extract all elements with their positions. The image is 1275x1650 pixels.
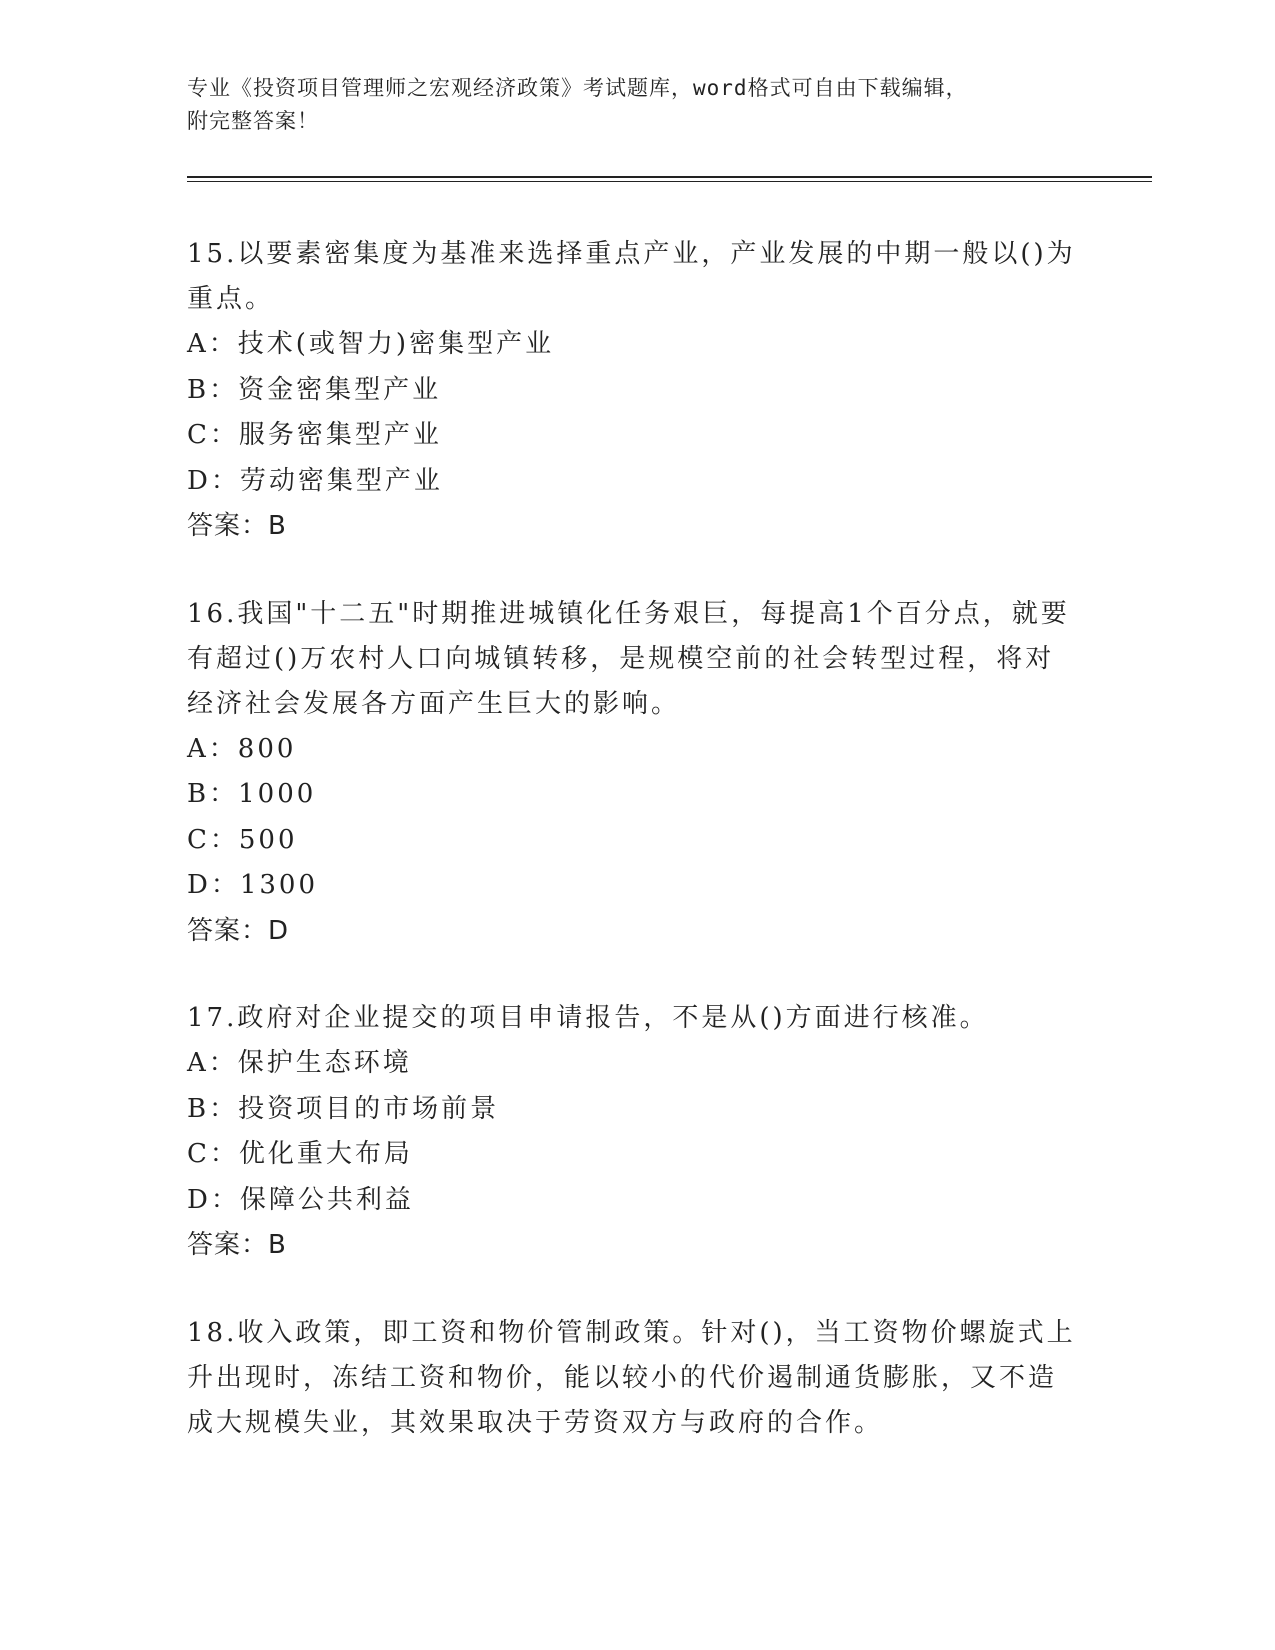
option-b: B：投资项目的市场前景: [187, 1093, 500, 1124]
option-d: D：劳动密集型产业: [187, 465, 443, 496]
question-stem-line: 重点。: [187, 284, 275, 314]
option-c: C：500: [187, 824, 298, 855]
answer-label: 答案：B: [187, 1230, 287, 1260]
question-stem-line: 18.收入政策，即工资和物价管制政策。针对()，当工资物价螺旋式上: [187, 1317, 1076, 1348]
option-c: C：优化重大布局: [187, 1139, 413, 1169]
question-stem-line: 升出现时，冻结工资和物价，能以较小的代价遏制通货膨胀，又不造: [187, 1362, 1058, 1393]
option-a: A：保护生态环境: [187, 1048, 412, 1078]
option-d: D：保障公共利益: [187, 1184, 414, 1215]
option-d: D：1300: [187, 870, 319, 900]
question-stem-line: 经济社会发展各方面产生巨大的影响。: [187, 688, 681, 719]
header-line-1: 专业《投资项目管理师之宏观经济政策》考试题库，word格式可自由下载编辑，: [187, 76, 968, 100]
header-divider-thick: [187, 176, 1152, 178]
question-stem-line: 有超过()万农村人口向城镇转移，是规模空前的社会转型过程，将对: [187, 643, 1055, 674]
question-15: [187, 232, 1087, 550]
header-line-2: 附完整答案！: [187, 109, 319, 133]
option-b: B：资金密集型产业: [187, 374, 442, 405]
answer-label: 答案：D: [187, 915, 290, 946]
option-a: A：800: [187, 733, 297, 764]
question-18: [187, 1311, 1087, 1446]
question-stem-line: 15.以要素密集度为基准来选择重点产业，产业发展的中期一般以()为: [187, 239, 1076, 269]
question-stem-line: 17.政府对企业提交的项目申请报告，不是从()方面进行核准。: [187, 1003, 989, 1033]
question-16: [187, 592, 1087, 955]
option-c: C：服务密集型产业: [187, 420, 442, 450]
answer-label: 答案：B: [187, 511, 287, 541]
question-stem-line: 成大规模失业，其效果取决于劳资双方与政府的合作。: [187, 1407, 884, 1438]
header-divider-thin: [187, 181, 1152, 182]
question-17: [187, 996, 1087, 1269]
question-stem-line: 16.我国"十二五"时期推进城镇化任务艰巨，每提高1个百分点，就要: [187, 598, 1070, 629]
option-b: B：1000: [187, 779, 317, 809]
question-list: [187, 232, 1087, 1488]
option-a: A：技术(或智力)密集型产业: [187, 329, 555, 359]
document-header: [187, 72, 1087, 138]
